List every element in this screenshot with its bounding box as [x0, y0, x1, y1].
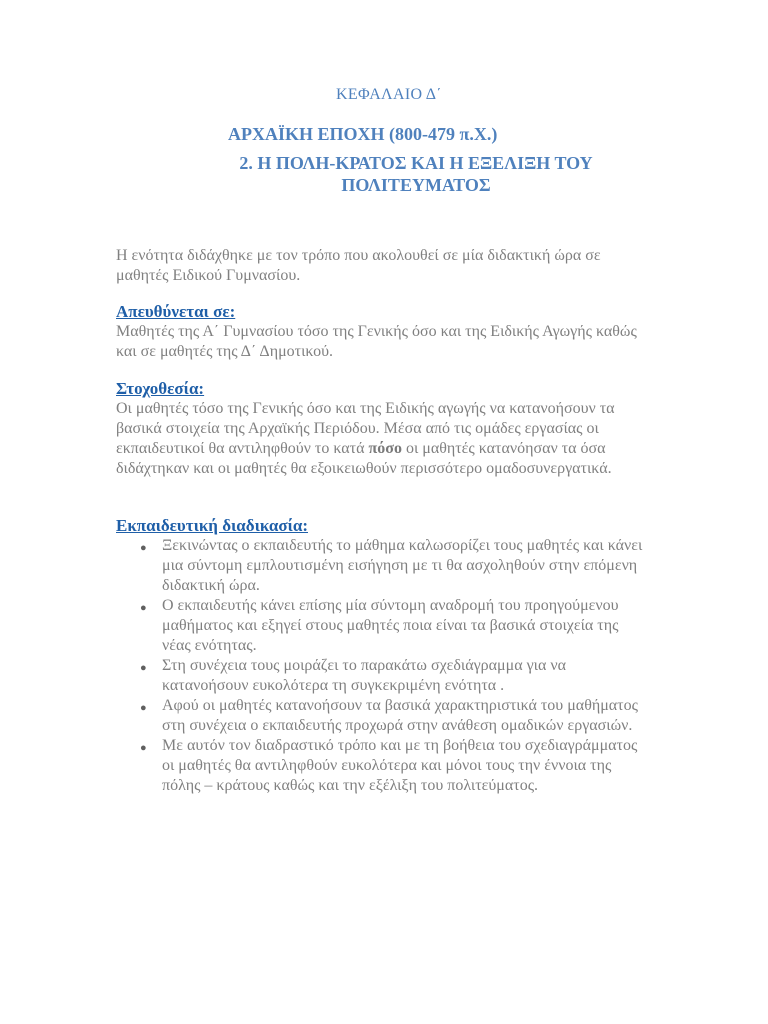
bullet-icon [140, 598, 147, 618]
audience-paragraph: Μαθητές της Α΄ Γυμνασίου τόσο της Γενικής όσο και της Ειδικής Αγωγής καθώς και σε μαθητές της Δ΄ Δημοτικού. [116, 323, 637, 360]
bullet-icon [140, 658, 147, 678]
list-item-text: Ξεκινώντας ο εκπαιδευτής το μάθημα καλωσορίζει τους μαθητές και κάνει μια σύντομη εμπλουτισμένη εισήγηση με τι θα ασχοληθούν στην επόμενη διδακτική ώρα. [162, 537, 643, 594]
goals-text-start: Οι μαθητές τόσο της Γενικής όσο και της Ειδικής αγωγής να κατανοήσουν τα βασικά στοιχεία της Αρχαϊκής Περιόδου. Μέσα από τις ομάδες εργασίας οι εκπαιδευτικοί θα αντιληφθούν το κατά [116, 400, 615, 457]
list-item [140, 596, 650, 656]
chapter-label: ΚΕΦΑΛΑΙΟ Δ΄ [336, 86, 442, 103]
goals-text-end: οι μαθητές κατανόησαν τα όσα διδάχτηκαν και οι μαθητές θα εξοικειωθούν περισσότερο ομαδοσυνεργατικά. [116, 440, 612, 477]
process-heading: Εκπαιδευτική διαδικασία: [116, 516, 308, 535]
list-item [140, 696, 650, 736]
goals-bold-word: πόσο [368, 440, 402, 457]
list-item [140, 536, 650, 596]
era-title: ΑΡΧΑΪΚΗ ΕΠΟΧΗ (800-479 π.Χ.) [228, 124, 498, 144]
list-item-text: Ο εκπαιδευτής κάνει επίσης μία σύντομη αναδρομή του προηγούμενου μαθήματος και εξηγεί στους μαθητές ποια είναι τα βασικά στοιχεία της νέας ενότητας. [162, 597, 619, 654]
list-item-text: Αφού οι μαθητές κατανοήσουν τα βασικά χαρακτηριστικά του μαθήματος στη συνέχεια ο εκπαιδευτής προχωρά στην ανάθεση ομαδικών εργασιών. [162, 697, 638, 734]
process-list [140, 536, 650, 796]
list-item-text: Με αυτόν τον διαδραστικό τρόπο και με τη βοήθεια του σχεδιαγράμματος οι μαθητές θα αντιληφθούν ευκολότερα και μόνοι τους την έννοια της πόλης – κράτους καθώς και την εξέλιξη του πολιτεύματος. [162, 737, 638, 794]
bullet-icon [140, 738, 147, 758]
audience-heading: Απευθύνεται σε: [116, 302, 236, 321]
bullet-icon [140, 698, 147, 718]
list-item [140, 656, 650, 696]
intro-paragraph: Η ενότητα διδάχθηκε με τον τρόπο που ακολουθεί σε μία διδακτική ώρα σε μαθητές Ειδικού Γυμνασίου. [116, 247, 601, 284]
goals-heading: Στοχοθεσία: [116, 379, 205, 398]
goals-paragraph [116, 399, 636, 479]
lesson-subtitle: 2. Η ΠΟΛΗ-ΚΡΑΤΟΣ ΚΑΙ Η ΕΞΕΛΙΞΗ ΤΟΥ ΠΟΛΙΤΕΥΜΑΤΟΣ [239, 153, 593, 195]
list-item [140, 736, 650, 796]
list-item-text: Στη συνέχεια τους μοιράζει το παρακάτω σχεδιάγραμμα για να κατανοήσουν ευκολότερα τη συγκεκριμένη ενότητα . [162, 657, 566, 694]
bullet-icon [140, 538, 147, 558]
